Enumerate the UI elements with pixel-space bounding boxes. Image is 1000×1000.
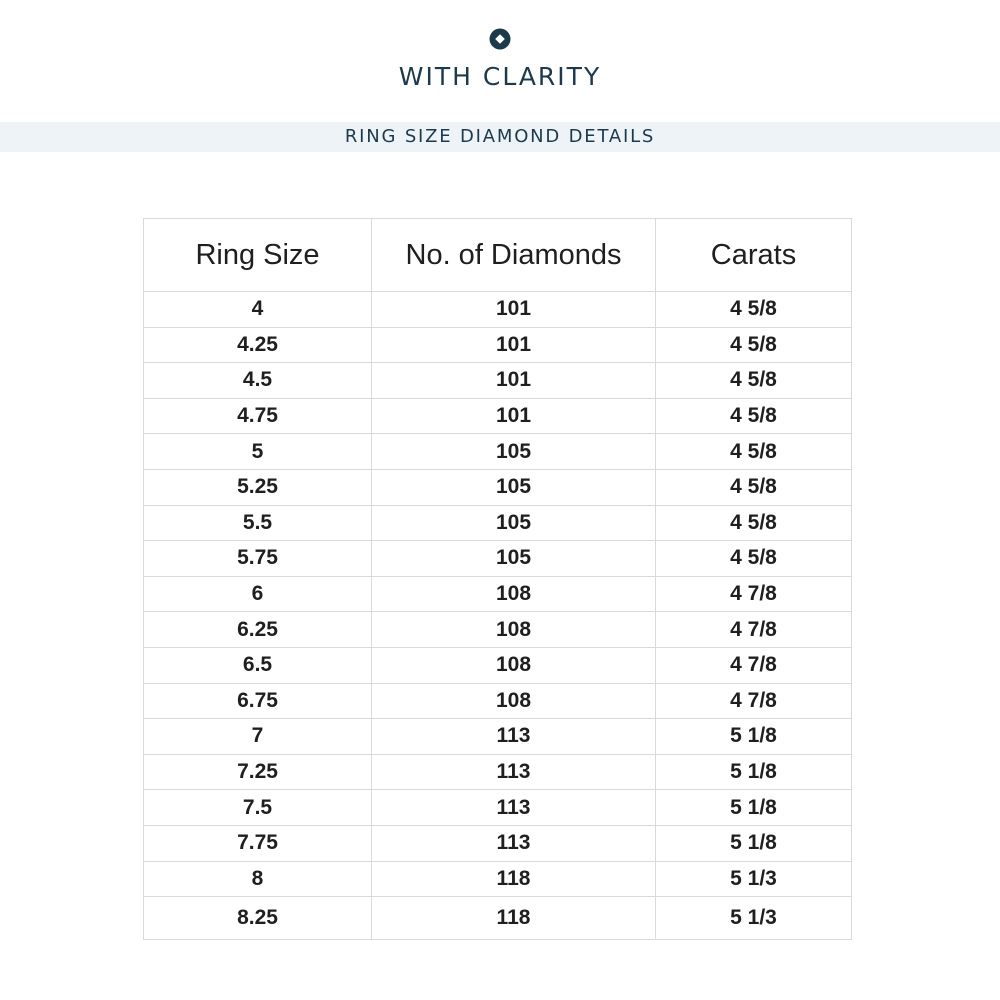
- cell-ring-size: 6: [144, 576, 372, 612]
- table-row: [144, 292, 852, 328]
- cell-diamond-count: 113: [372, 790, 656, 826]
- cell-ring-size: 7.25: [144, 754, 372, 790]
- ring-size-table-container: [143, 218, 851, 940]
- cell-carats: 5 1/8: [656, 825, 852, 861]
- header-no-of-diamonds: No. of Diamonds: [372, 219, 656, 292]
- cell-carats: 5 1/8: [656, 790, 852, 826]
- table-row: [144, 505, 852, 541]
- cell-carats: 4 5/8: [656, 363, 852, 399]
- cell-diamond-count: 118: [372, 861, 656, 897]
- cell-diamond-count: 105: [372, 505, 656, 541]
- cell-diamond-count: 101: [372, 363, 656, 399]
- cell-diamond-count: 108: [372, 647, 656, 683]
- cell-ring-size: 6.5: [144, 647, 372, 683]
- table-row: [144, 754, 852, 790]
- cell-diamond-count: 118: [372, 897, 656, 940]
- cell-ring-size: 6.75: [144, 683, 372, 719]
- section-banner: [0, 122, 1000, 152]
- table-row: [144, 683, 852, 719]
- cell-diamond-count: 105: [372, 469, 656, 505]
- cell-carats: 4 5/8: [656, 398, 852, 434]
- cell-carats: 4 7/8: [656, 612, 852, 648]
- cell-carats: 4 5/8: [656, 541, 852, 577]
- cell-ring-size: 5.75: [144, 541, 372, 577]
- ring-size-table: [143, 218, 852, 940]
- cell-carats: 5 1/8: [656, 719, 852, 755]
- cell-diamond-count: 108: [372, 683, 656, 719]
- table-row: [144, 434, 852, 470]
- table-row: [144, 647, 852, 683]
- cell-ring-size: 4: [144, 292, 372, 328]
- cell-diamond-count: 113: [372, 825, 656, 861]
- table-row: [144, 790, 852, 826]
- header-carats: Carats: [656, 219, 852, 292]
- table-row: [144, 897, 852, 940]
- cell-carats: 5 1/3: [656, 861, 852, 897]
- cell-diamond-count: 108: [372, 612, 656, 648]
- cell-diamond-count: 113: [372, 719, 656, 755]
- cell-carats: 4 5/8: [656, 469, 852, 505]
- cell-carats: 5 1/8: [656, 754, 852, 790]
- header-ring-size: Ring Size: [144, 219, 372, 292]
- cell-carats: 4 5/8: [656, 292, 852, 328]
- cell-ring-size: 5.5: [144, 505, 372, 541]
- cell-diamond-count: 105: [372, 434, 656, 470]
- logo-diamond-icon: [489, 28, 511, 50]
- cell-carats: 4 5/8: [656, 434, 852, 470]
- cell-carats: 5 1/3: [656, 897, 852, 940]
- cell-ring-size: 5.25: [144, 469, 372, 505]
- section-title: RING SIZE DIAMOND DETAILS: [344, 126, 656, 147]
- cell-diamond-count: 101: [372, 327, 656, 363]
- cell-ring-size: 8.25: [144, 897, 372, 940]
- cell-ring-size: 8: [144, 861, 372, 897]
- table-row: [144, 719, 852, 755]
- cell-ring-size: 7: [144, 719, 372, 755]
- table-row: [144, 612, 852, 648]
- table-row: [144, 576, 852, 612]
- brand-name: WITH CLARITY: [398, 62, 602, 91]
- cell-carats: 4 7/8: [656, 576, 852, 612]
- cell-carats: 4 7/8: [656, 683, 852, 719]
- cell-ring-size: 7.75: [144, 825, 372, 861]
- table-row: [144, 327, 852, 363]
- table-row: [144, 541, 852, 577]
- cell-ring-size: 5: [144, 434, 372, 470]
- table-header-row: [144, 219, 852, 292]
- cell-ring-size: 6.25: [144, 612, 372, 648]
- cell-diamond-count: 113: [372, 754, 656, 790]
- cell-ring-size: 4.75: [144, 398, 372, 434]
- table-row: [144, 825, 852, 861]
- cell-carats: 4 5/8: [656, 505, 852, 541]
- table-row: [144, 861, 852, 897]
- cell-ring-size: 4.25: [144, 327, 372, 363]
- cell-carats: 4 7/8: [656, 647, 852, 683]
- table-row: [144, 469, 852, 505]
- cell-diamond-count: 105: [372, 541, 656, 577]
- cell-ring-size: 7.5: [144, 790, 372, 826]
- cell-ring-size: 4.5: [144, 363, 372, 399]
- cell-diamond-count: 101: [372, 292, 656, 328]
- cell-diamond-count: 101: [372, 398, 656, 434]
- cell-diamond-count: 108: [372, 576, 656, 612]
- table-row: [144, 398, 852, 434]
- cell-carats: 4 5/8: [656, 327, 852, 363]
- table-row: [144, 363, 852, 399]
